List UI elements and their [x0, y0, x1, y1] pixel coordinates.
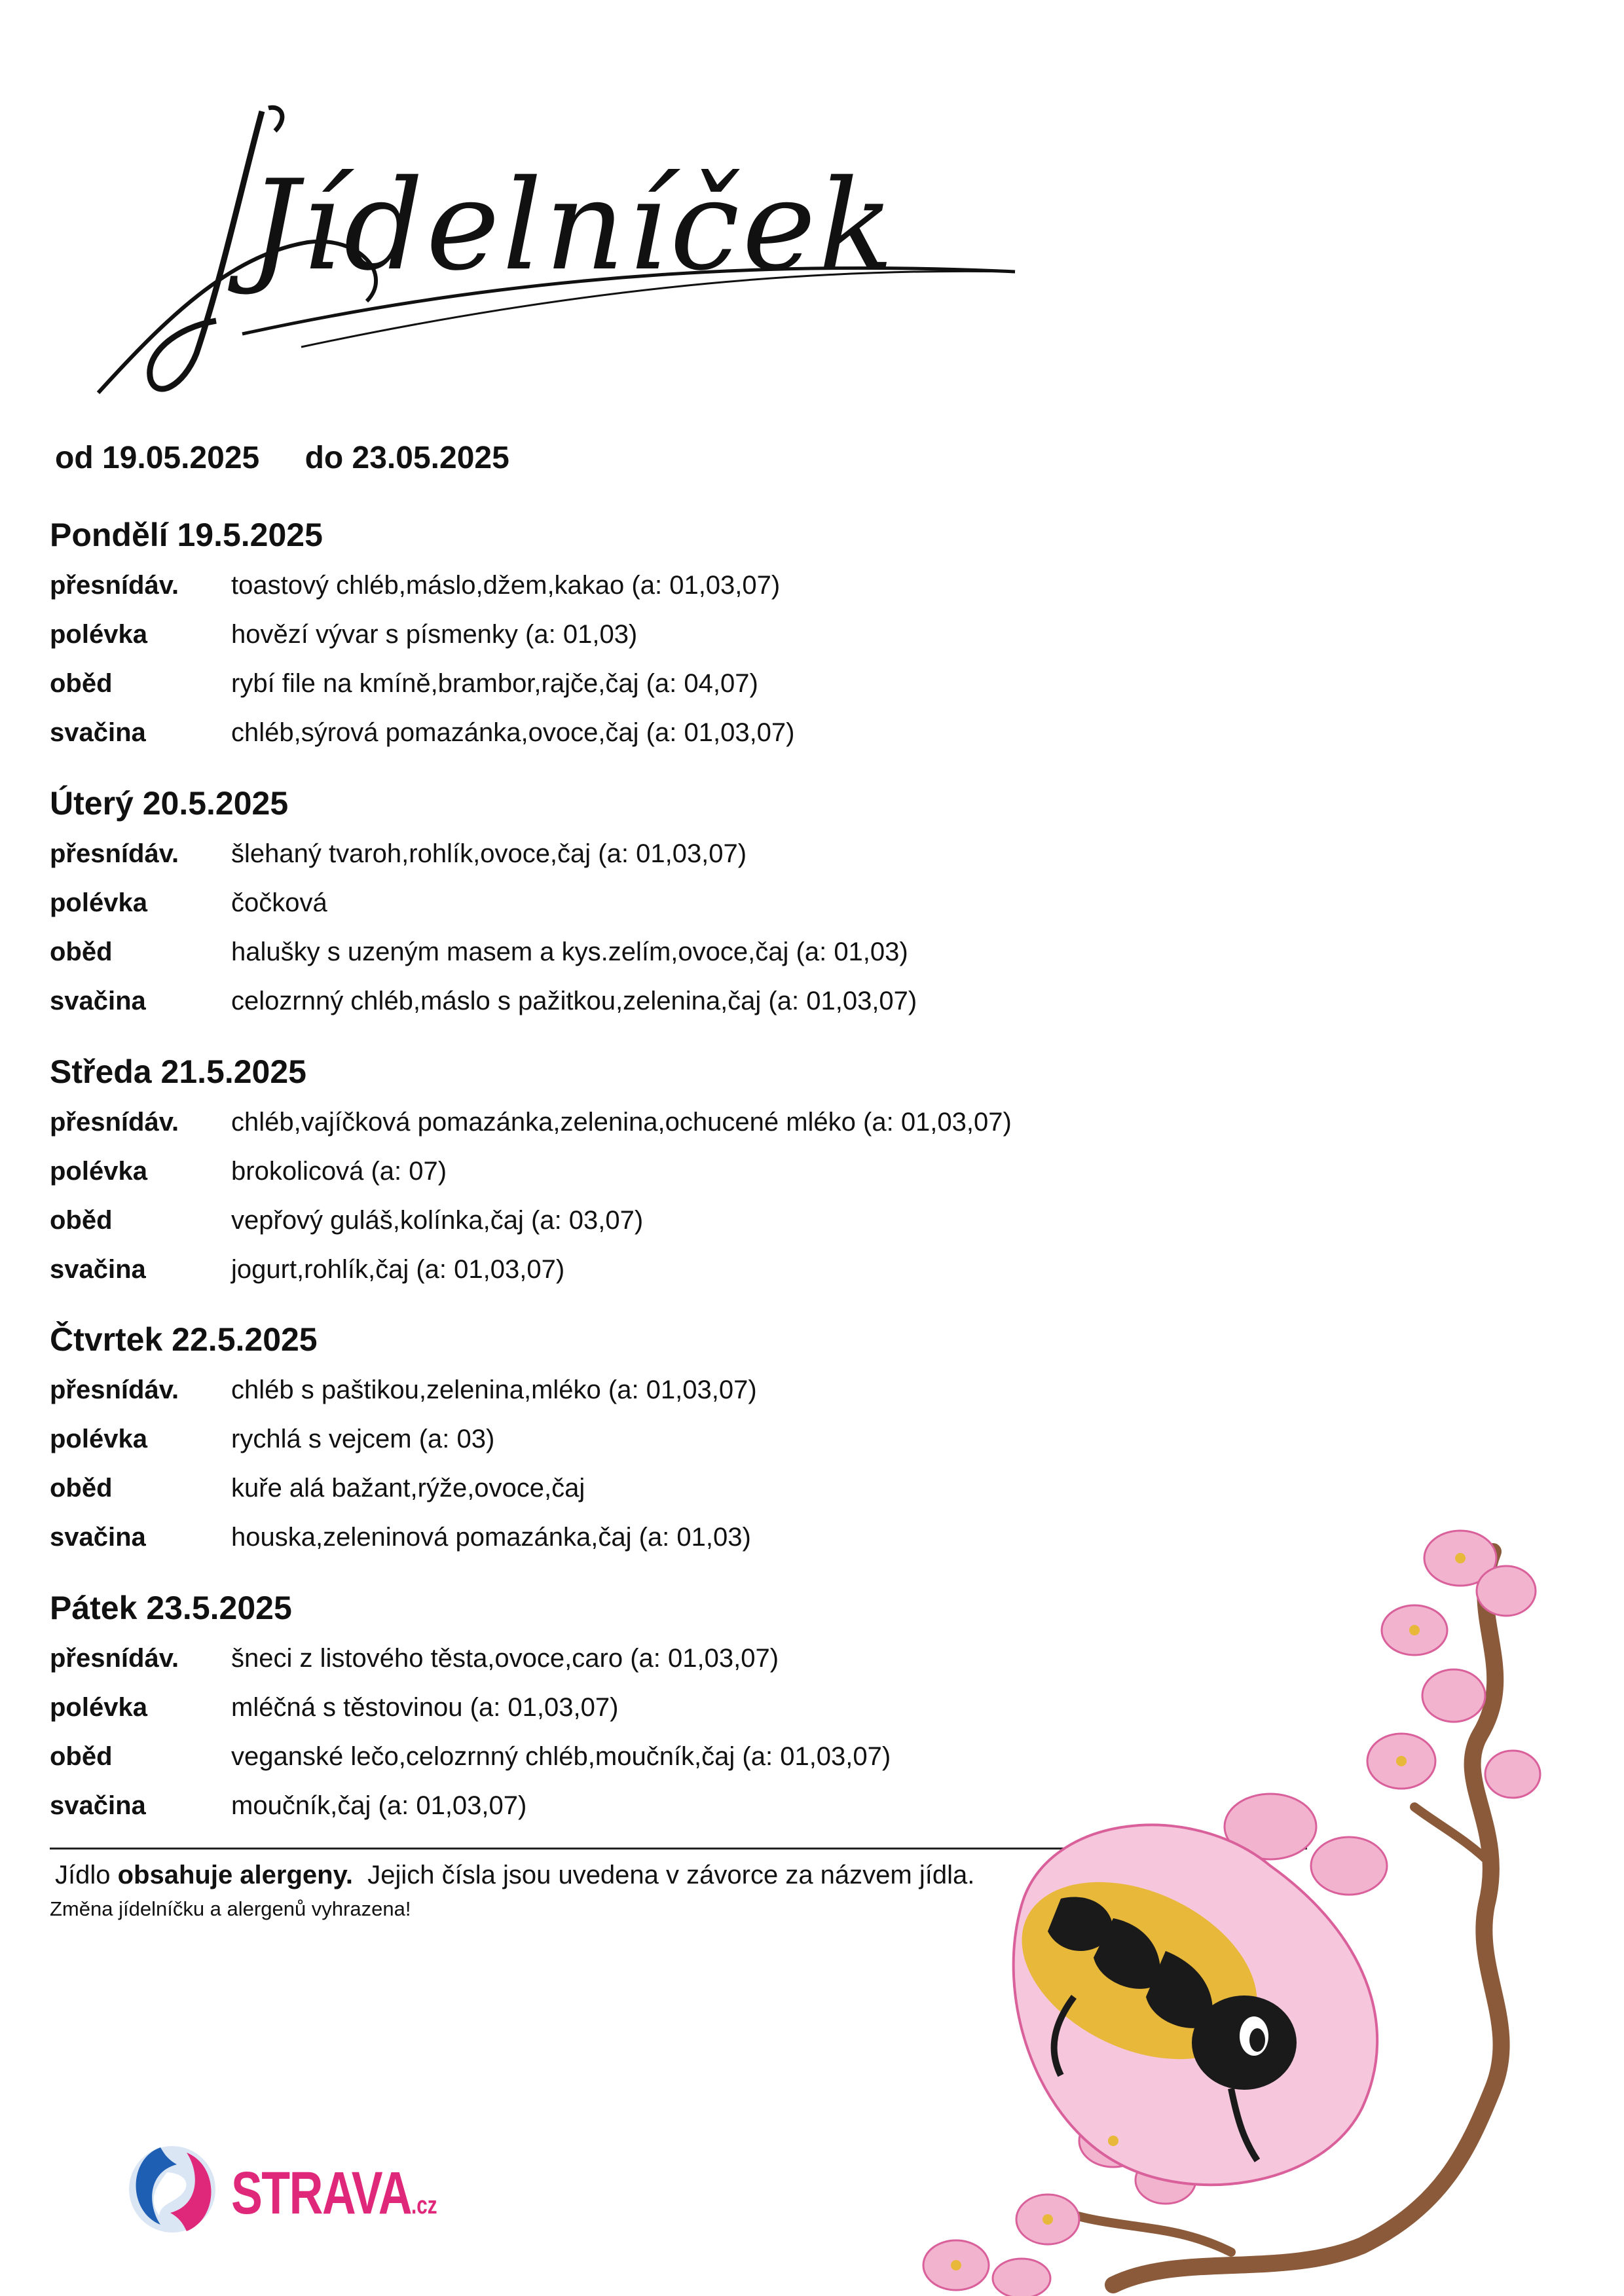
allergen-note-pre: Jídlo [55, 1861, 118, 1889]
meal-dish: kuře alá bažant,rýže,ovoce,čaj [231, 1474, 585, 1503]
meal-label: polévka [50, 1425, 147, 1453]
meal-label: svačina [50, 1255, 146, 1284]
meal-dish: chléb,vajíčková pomazánka,zelenina,ochucené mléko (a: 01,03,07) [231, 1108, 1012, 1137]
blossom-bee-illustration [773, 1499, 1545, 2296]
meal-row [50, 610, 1294, 659]
meal-dish: šneci z listového těsta,ovoce,caro (a: 01,03,07) [231, 1644, 779, 1673]
meal-dish: jogurt,rohlík,čaj (a: 01,03,07) [231, 1255, 565, 1284]
date-from: od 19.05.2025 [55, 441, 260, 475]
meal-dish: moučník,čaj (a: 01,03,07) [231, 1791, 527, 1820]
day-block [50, 777, 1294, 1026]
meal-row [50, 561, 1294, 610]
meal-label: svačina [50, 987, 146, 1015]
page-title: Jídelníček [249, 153, 896, 298]
meal-label: polévka [50, 888, 147, 917]
meal-row [50, 879, 1294, 928]
meal-dish: halušky s uzeným masem a kys.zelím,ovoce,čaj (a: 01,03) [231, 938, 908, 966]
day-title: Čtvrtek 22.5.2025 [50, 1321, 318, 1358]
meal-label: polévka [50, 1157, 147, 1186]
allergen-note-bold: obsahuje alergeny. [117, 1861, 353, 1889]
meal-dish: chléb,sýrová pomazánka,ovoce,čaj (a: 01,03,07) [231, 718, 795, 747]
meal-label: oběd [50, 938, 113, 966]
meal-row [50, 1098, 1294, 1147]
day-block [50, 509, 1294, 757]
strava-logo [121, 2133, 437, 2244]
blossom-branch-illustration [923, 1531, 1540, 2296]
meal-row [50, 1196, 1294, 1245]
date-range [55, 440, 509, 476]
meal-label: přesnídáv. [50, 1644, 179, 1673]
meal-row [50, 1245, 1294, 1294]
meal-label: přesnídáv. [50, 1108, 179, 1137]
meal-label: přesnídáv. [50, 1376, 179, 1404]
meal-label: polévka [50, 1693, 147, 1722]
day-title: Úterý 20.5.2025 [50, 785, 289, 822]
day-title: Pondělí 19.5.2025 [50, 517, 323, 553]
strava-suffix: .cz [411, 2192, 437, 2219]
meal-dish: mléčná s těstovinou (a: 01,03,07) [231, 1693, 619, 1722]
disclaimer: Změna jídelníčku a alergenů vyhrazena! [50, 1897, 411, 1920]
strava-wordmark [231, 2160, 437, 2238]
meal-dish: brokolicová (a: 07) [231, 1157, 447, 1186]
meal-dish: veganské lečo,celozrnný chléb,moučník,čaj (a: 01,03,07) [231, 1742, 891, 1771]
meal-dish: šlehaný tvaroh,rohlík,ovoce,čaj (a: 01,03,07) [231, 839, 747, 868]
meal-dish: vepřový guláš,kolínka,čaj (a: 03,07) [231, 1206, 644, 1235]
meal-dish: chléb s paštikou,zelenina,mléko (a: 01,03,07) [231, 1376, 757, 1404]
date-to: do 23.05.2025 [304, 441, 509, 475]
strava-swirl-icon [121, 2133, 226, 2244]
meal-label: oběd [50, 669, 113, 698]
meal-dish: rychlá s vejcem (a: 03) [231, 1425, 495, 1453]
strava-name: STRAVA [231, 2160, 412, 2227]
meal-dish: houska,zeleninová pomazánka,čaj (a: 01,03) [231, 1523, 751, 1552]
meal-label: oběd [50, 1474, 113, 1503]
meal-label: polévka [50, 620, 147, 649]
meal-row [50, 1415, 1294, 1464]
meal-row [50, 977, 1294, 1026]
day-title: Pátek 23.5.2025 [50, 1590, 292, 1626]
allergen-note-post: Jejich čísla jsou uvedena v závorce za názvem jídla. [352, 1861, 975, 1889]
meal-label: oběd [50, 1742, 113, 1771]
meal-row [50, 1366, 1294, 1415]
meal-label: přesnídáv. [50, 571, 179, 600]
meal-row [50, 829, 1294, 879]
meal-row [50, 928, 1294, 977]
day-title: Středa 21.5.2025 [50, 1053, 306, 1090]
title-calligraphy [85, 105, 1028, 406]
meal-label: svačina [50, 1523, 146, 1552]
meal-dish: čočková [231, 888, 327, 917]
meal-row [50, 708, 1294, 757]
meal-label: svačina [50, 718, 146, 747]
meal-row [50, 1147, 1294, 1196]
day-block [50, 1046, 1294, 1294]
meal-dish: toastový chléb,máslo,džem,kakao (a: 01,03,07) [231, 571, 781, 600]
meal-label: svačina [50, 1791, 146, 1820]
meal-row [50, 659, 1294, 708]
meal-label: přesnídáv. [50, 839, 179, 868]
meal-label: oběd [50, 1206, 113, 1235]
meal-dish: rybí file na kmíně,brambor,rajče,čaj (a: 04,07) [231, 669, 758, 698]
meal-dish: celozrnný chléb,máslo s pažitkou,zelenina,čaj (a: 01,03,07) [231, 987, 917, 1015]
meal-dish: hovězí vývar s písmenky (a: 01,03) [231, 620, 638, 649]
